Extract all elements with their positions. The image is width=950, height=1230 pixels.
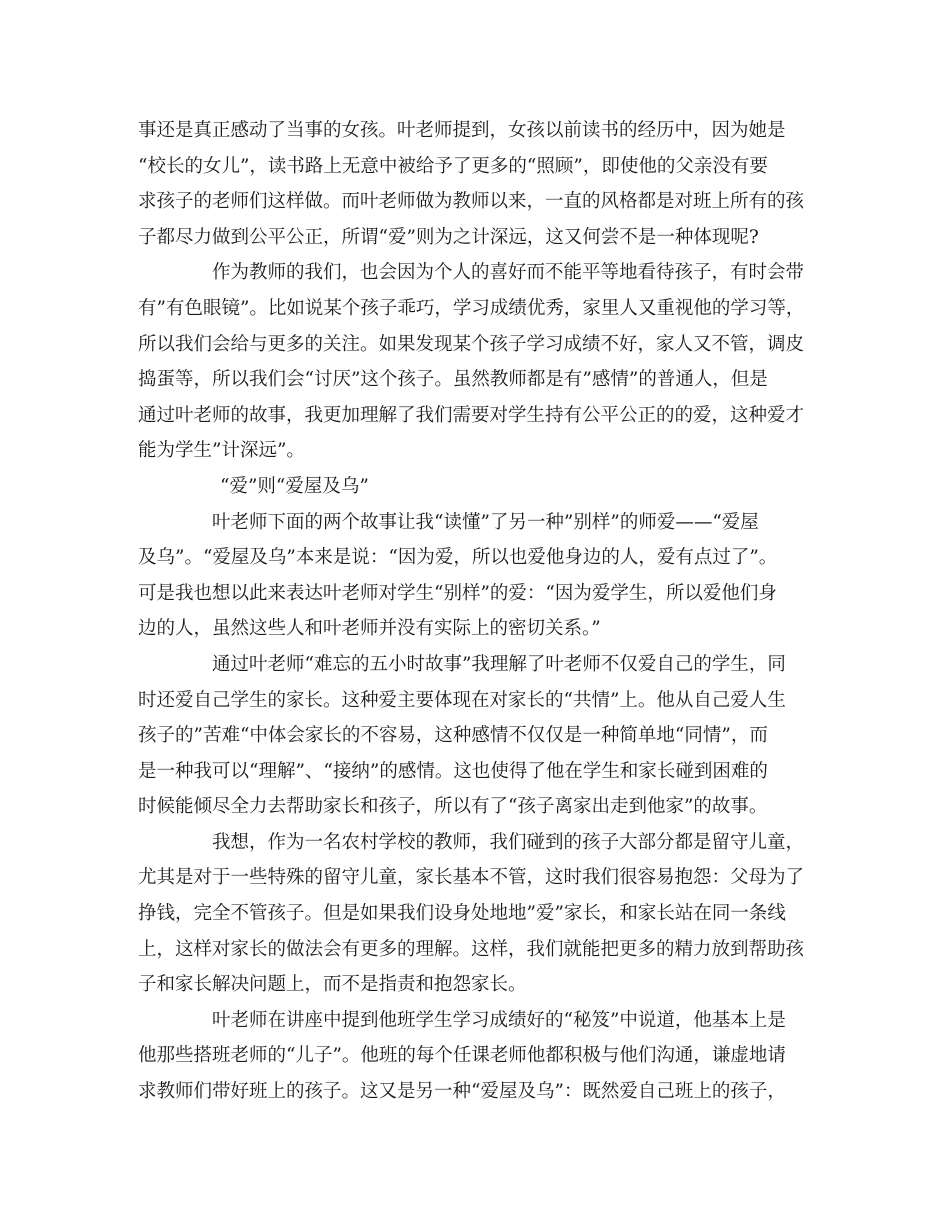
text-line: 能为学生”计深远”。 [138,440,305,462]
text-line: 通过叶老师的故事，我更加理解了我们需要对学生持有公平公正的的爱，这种爱才 [138,404,805,426]
text-line: “校长的女儿”，读书路上无意中被给予了更多的“照顾”，即使他的父亲没有要 [138,155,768,177]
document-body [138,113,828,1110]
text-line: 求孩子的老师们这样做。而叶老师做为教师以来，一直的风格都是对班上所有的孩 [138,191,805,213]
text-line: 子都尽力做到公平公正，所谓“爱”则为之计深远，这又何尝不是一种体现呢? [138,226,759,248]
text-line: 求教师们带好班上的孩子。这又是另一种“爱屋及乌”：既然爱自己班上的孩子， [138,1081,786,1103]
section-heading: “爱”则“爱屋及乌” [220,475,369,497]
text-line: 尤其是对于一些特殊的留守儿童，家长基本不管，这时我们很容易抱怨：父母为了 [138,867,805,889]
text-line: 挣钱，完全不管孩子。但是如果我们设身处地地”爱”家长，和家长站在同一条线 [138,903,786,925]
text-line: 叶老师在讲座中提到他班学生学习成绩好的“秘笈”中说道，他基本上是 [212,1009,786,1031]
text-line: 捣蛋等，所以我们会“讨厌”这个孩子。虽然教师都是有”感情”的普通人，但是 [138,369,768,391]
text-line: 及乌”。“爱屋及乌”本来是说：“因为爱，所以也爱他身边的人，爱有点过了”。 [138,547,778,569]
text-line: 可是我也想以此来表达叶老师对学生“别样”的爱：“因为爱学生，所以爱他们身 [138,582,777,604]
text-line: 通过叶老师“难忘的五小时故事”我理解了叶老师不仅爱自己的学生，同 [212,653,786,675]
text-line: 作为教师的我们，也会因为个人的喜好而不能平等地看待孩子，有时会带 [212,262,805,284]
text-line: 所以我们会给与更多的关注。如果发现某个孩子学习成绩不好，家人又不管，调皮 [138,333,805,355]
text-line: 他那些搭班老师的“儿子”。他班的每个任课老师他都积极与他们沟通，谦虚地请 [138,1045,786,1067]
text-line: 时候能倾尽全力去帮助家长和孩子，所以有了“孩子离家出走到他家”的故事。 [138,796,768,818]
text-line: 叶老师下面的两个故事让我“读懂”了另一种”别样”的师爱——“爱屋 [212,511,759,533]
text-line: 事还是真正感动了当事的女孩。叶老师提到，女孩以前读书的经历中，因为她是 [138,120,786,141]
text-line: 我想，作为一名农村学校的教师，我们碰到的孩子大部分都是留守儿童， [212,831,805,853]
text-line: 孩子的”苦难“中体会家长的不容易，这种感情不仅仅是一种简单地“同情”，而 [138,725,768,747]
text-line: 是一种我可以“理解”、“接纳”的感情。这也使得了他在学生和家长碰到困难的 [138,760,768,782]
text-line: 有”有色眼镜”。比如说某个孩子乖巧，学习成绩优秀，家里人又重视他的学习等， [138,297,805,319]
text-line: 上，这样对家长的做法会有更多的理解。这样，我们就能把更多的精力放到帮助孩 [138,938,805,960]
text-line: 子和家长解决问题上，而不是指责和抱怨家长。 [138,974,527,996]
text-line: 边的人，虽然这些人和叶老师并没有实际上的密切关系。” [138,618,601,640]
text-line: 时还爱自己学生的家长。这种爱主要体现在对家长的“共情”上。他从自己爱人生 [138,689,786,711]
